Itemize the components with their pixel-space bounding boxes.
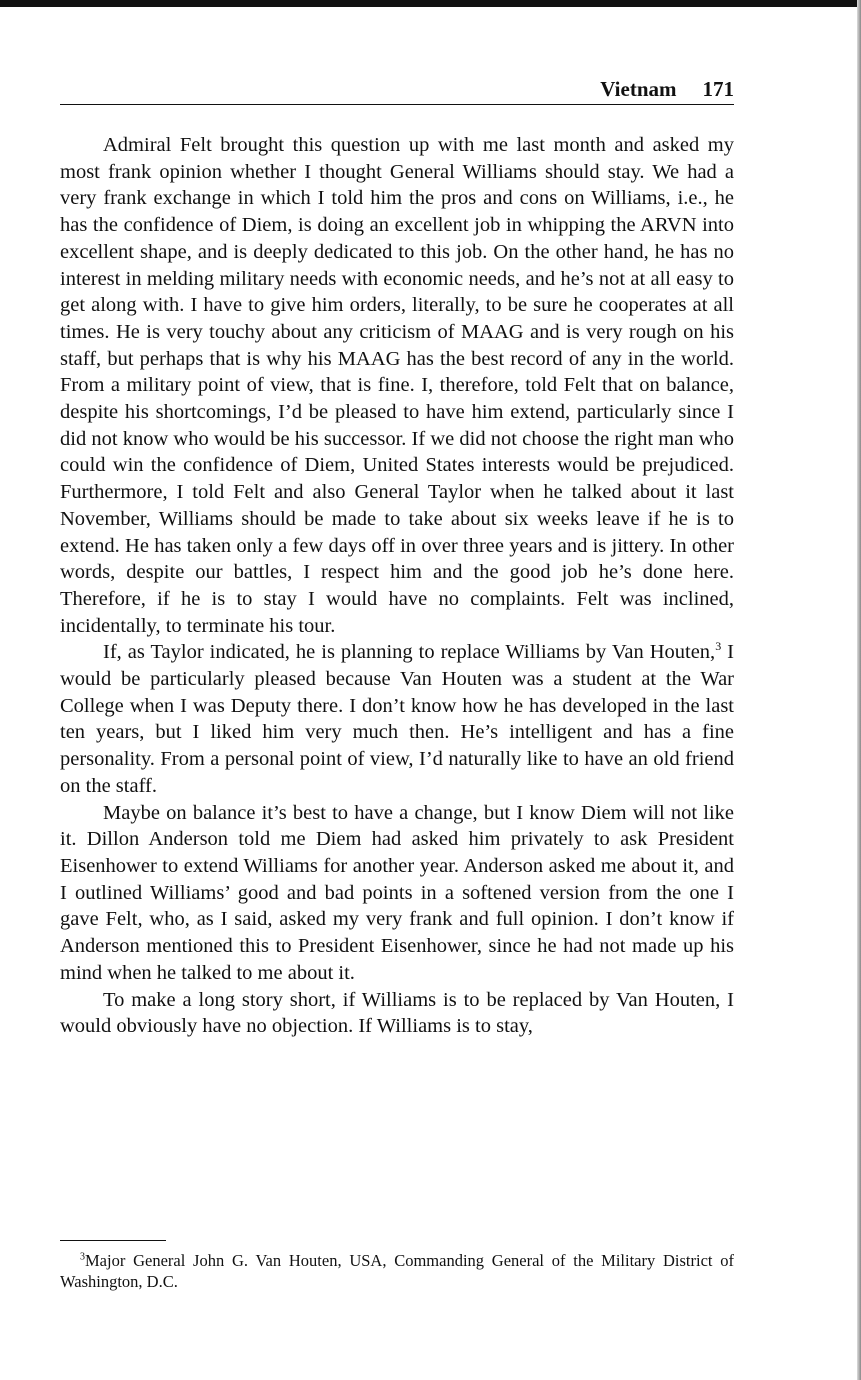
paragraph-1: Admiral Felt brought this question up with me last month and asked my most frank opinion whether I thought General Williams should stay. We had a very frank exchange in which I told him the pros and cons on Williams, i.e., he has the confidence of Diem, is doing an excellent job in whipping the ARVN into excellent shape, and is deeply dedicated to this job. On the other hand, he has no interest in melding military needs with economic needs, and he’s not at all easy to get along with. I have to give him orders, literally, to be sure he cooperates at all times. He is very touchy about any criticism of MAAG and is very rough on his staff, but perhaps that is why his MAAG has the best record of any in the world. From a military point of view, that is fine. I, therefore, told Felt that on balance, despite his shortcomings, I’d be pleased to have him extend, particularly since I did not know who would be his successor. If we did not choose the right man who could win the confidence of Diem, United States interests would be prejudiced. Furthermore, I told Felt and also General Taylor when he talked about it last November, Williams should be made to take about six weeks leave if he is to extend. He has taken only a few days off in over three years and is jittery. In other words, despite our battles, I respect him and the good job he’s done here. Therefore, if he is to stay I would have no complaints. Felt was inclined, incidentally, to terminate his tour. bbox=[60, 134, 734, 637]
paragraph-2-text-end: I would be particularly pleased because Van Houten was a student at the War College when I was Deputy there. I don’t know how he has developed in the last ten years, but I liked him very much then. He’s intelligent and has a fine personality. From a personal point of view, I’d naturally like to have an old friend on the staff. bbox=[60, 641, 735, 797]
page-number: 171 bbox=[702, 77, 734, 101]
footnote bbox=[60, 1250, 734, 1292]
footnote-marker: 3 bbox=[80, 1251, 85, 1263]
footnote-reference: 3 bbox=[715, 639, 722, 654]
running-head bbox=[60, 74, 734, 105]
paragraph-2-text-start: If, as Taylor indicated, he is planning to replace Williams by Van Houten, bbox=[103, 641, 716, 664]
paragraph-3: Maybe on balance it’s best to have a change, but I know Diem will not like it. Dillon Anderson told me Diem had asked him privately to ask President Eisenhower to extend Williams for another year. Anderson asked me about it, and I outlined Williams’ good and bad points in a softened version from the one I gave Felt, who, as I said, asked my very frank and full opinion. I don’t know if Anderson mentioned this to President Eisenhower, since he had not made up his mind when he talked to me about it. bbox=[60, 801, 734, 984]
paragraph-4: To make a long story short, if Williams is to be replaced by Van Houten, I would obviously have no objection. If Williams is to stay, bbox=[60, 988, 734, 1038]
chapter-title: Vietnam bbox=[600, 77, 677, 101]
body-text bbox=[60, 132, 734, 1040]
paragraph-2 bbox=[60, 639, 734, 799]
footnote-text: Major General John G. Van Houten, USA, Commanding General of the Military District of Washington, D.C. bbox=[60, 1251, 734, 1291]
footnote-separator bbox=[60, 1240, 166, 1241]
top-scan-border bbox=[0, 0, 861, 7]
right-scan-edge bbox=[857, 0, 861, 1380]
